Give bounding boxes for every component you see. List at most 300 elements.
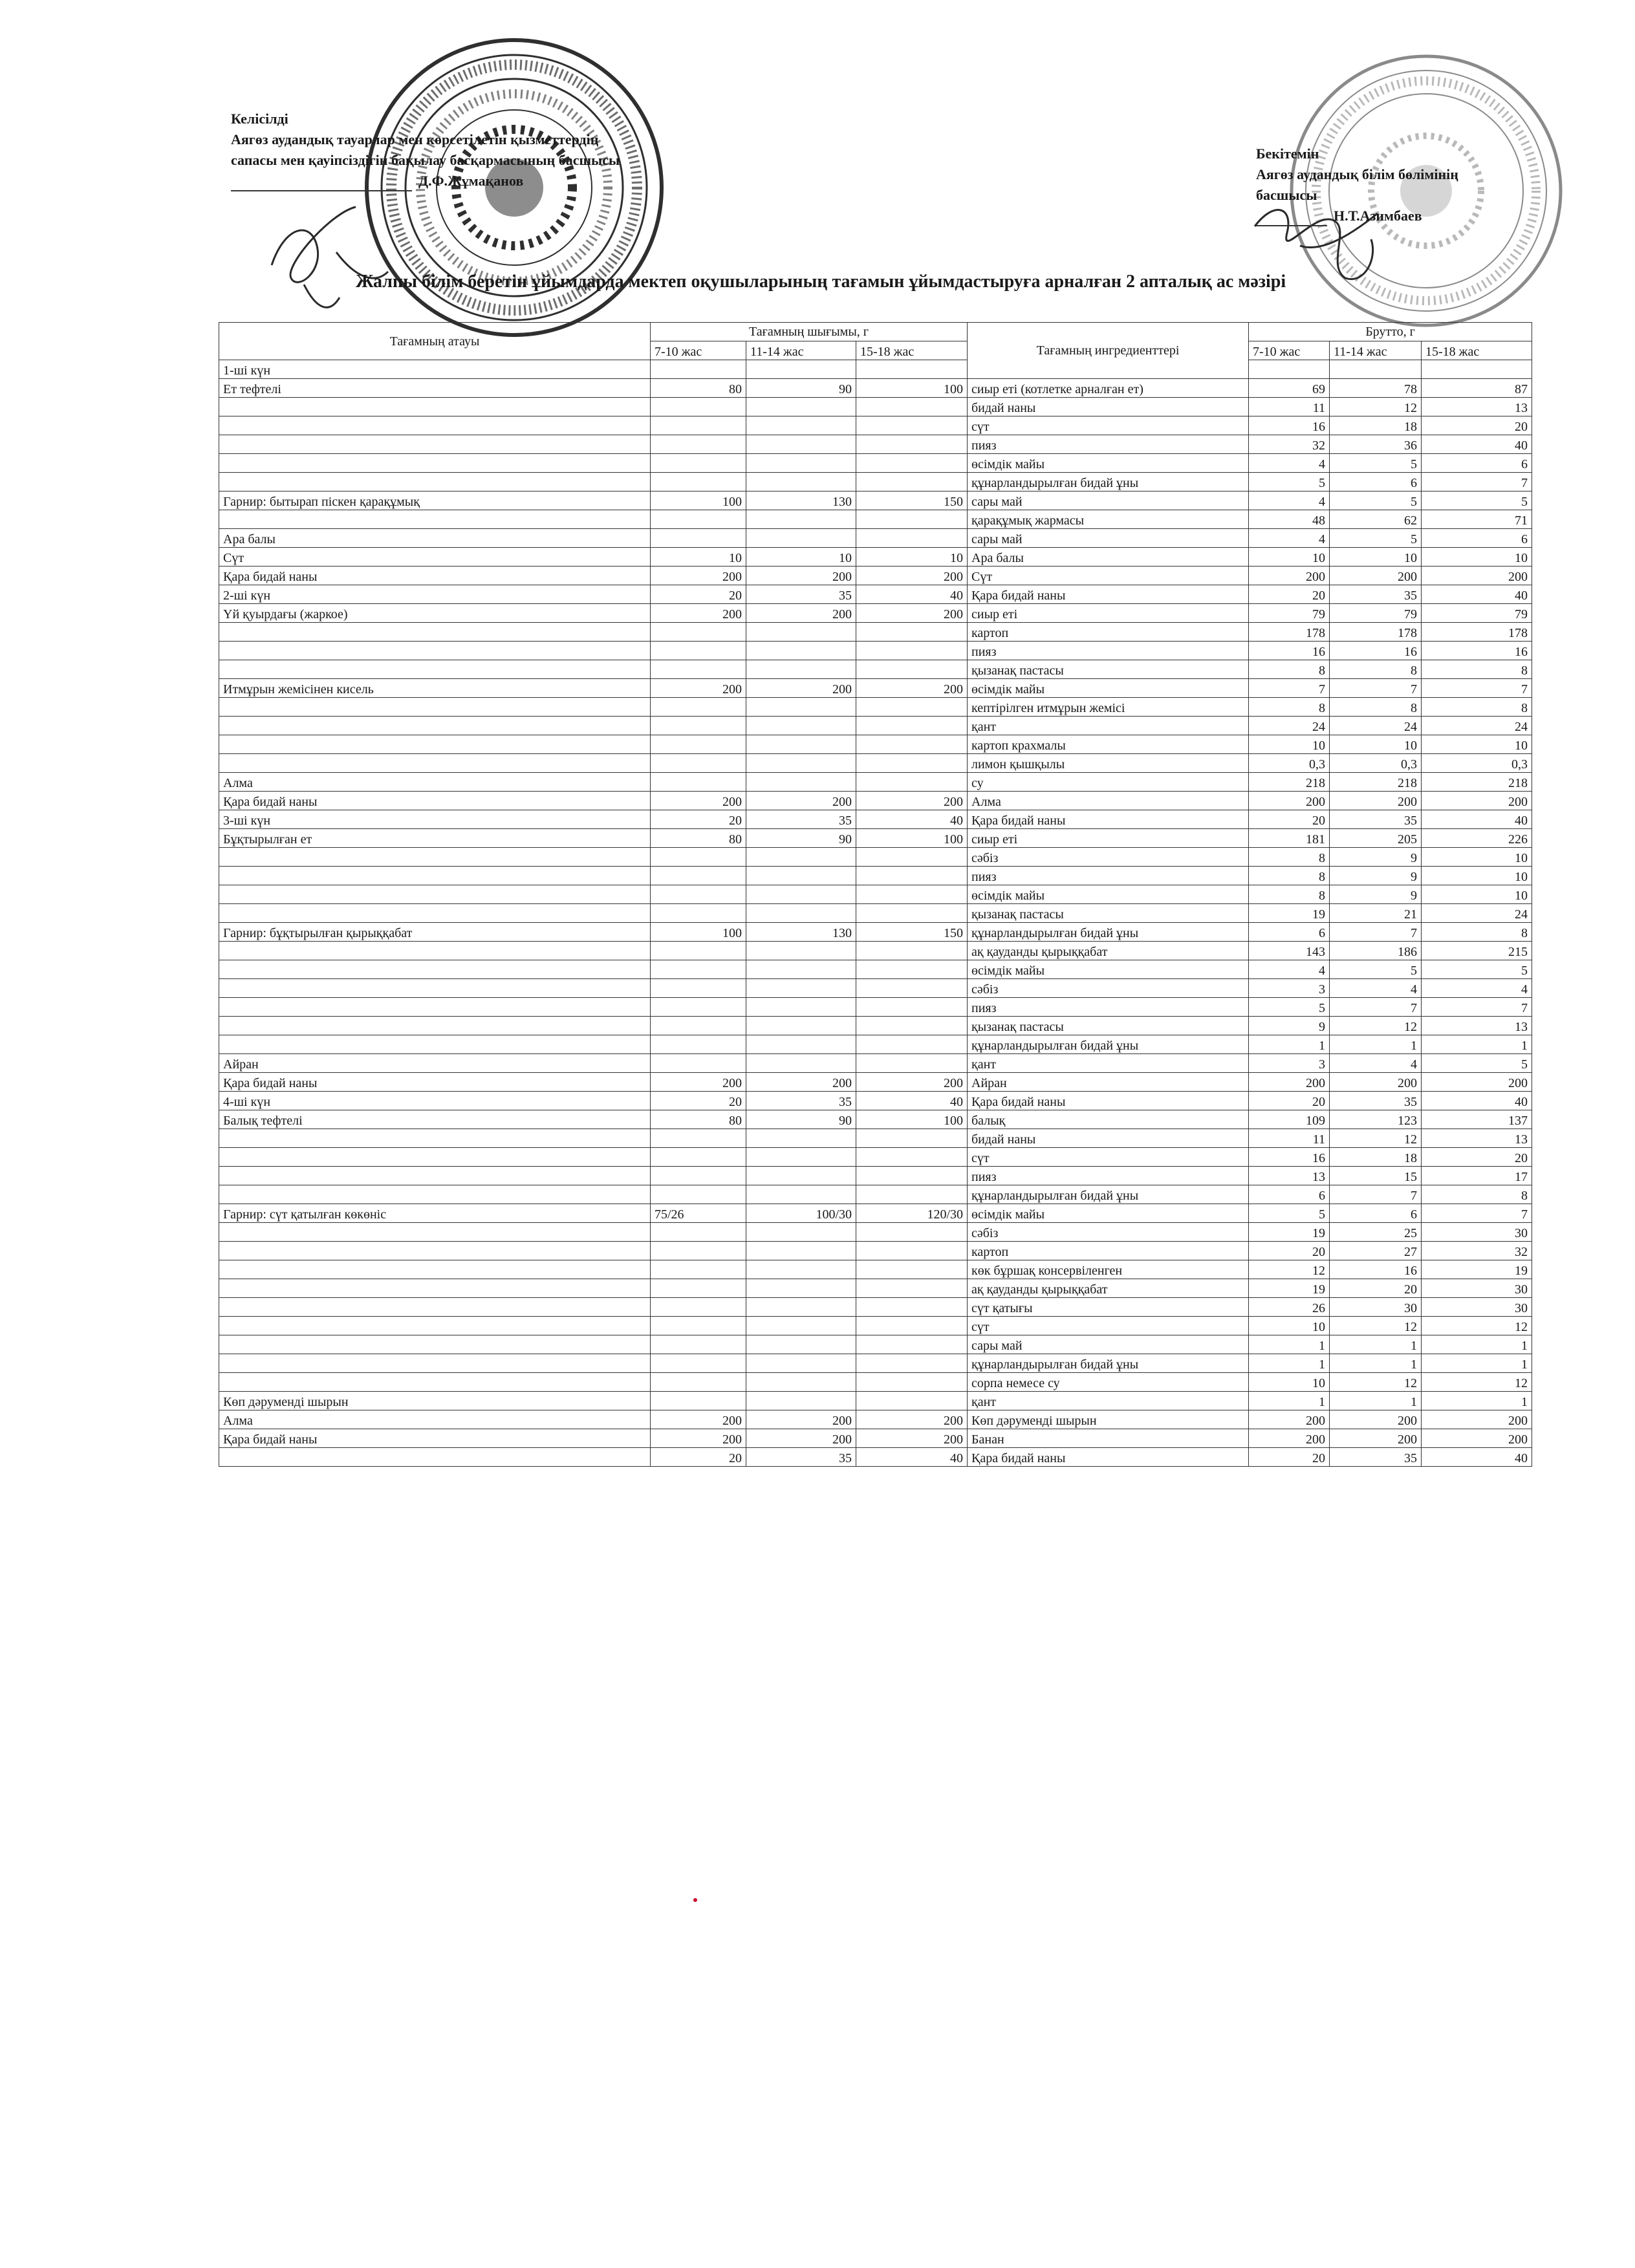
ingredient-cell: пияз	[968, 435, 1249, 454]
brutto-7-10-cell: 200	[1249, 1410, 1330, 1429]
dish-name-cell: Ара балы	[219, 529, 651, 548]
table-row	[219, 1260, 1532, 1279]
brutto-7-10-cell: 8	[1249, 698, 1330, 717]
ingredient-cell: пияз	[968, 998, 1249, 1017]
dish-name-cell	[219, 1260, 651, 1279]
brutto-7-10-cell: 16	[1249, 642, 1330, 660]
output-7-10-cell	[651, 1373, 746, 1392]
ingredient-cell: су	[968, 773, 1249, 792]
ingredient-cell: бидай наны	[968, 398, 1249, 416]
brutto-11-14-cell: 27	[1330, 1242, 1422, 1260]
output-11-14-cell	[746, 1148, 856, 1167]
output-11-14-cell	[746, 1392, 856, 1410]
dish-name-cell	[219, 1279, 651, 1298]
output-7-10-cell	[651, 510, 746, 529]
output-11-14-cell	[746, 848, 856, 867]
brutto-7-10-cell: 19	[1249, 904, 1330, 923]
table-row	[219, 473, 1532, 491]
approval-header-right	[1256, 144, 1528, 226]
table-row	[219, 567, 1532, 585]
table-row	[219, 679, 1532, 698]
output-11-14-cell: 100/30	[746, 1204, 856, 1223]
output-7-10-cell	[651, 623, 746, 642]
output-15-18-cell: 200	[856, 1429, 968, 1448]
output-11-14-cell	[746, 416, 856, 435]
header-ingredients: Тағамның ингредиенттері	[968, 323, 1249, 379]
output-15-18-cell	[856, 660, 968, 679]
table-row	[219, 998, 1532, 1017]
dish-name-cell	[219, 454, 651, 473]
header-brutto-age-7-10: 7-10 жас	[1249, 341, 1330, 360]
output-7-10-cell	[651, 1335, 746, 1354]
brutto-7-10-cell: 19	[1249, 1223, 1330, 1242]
ingredient-cell: сәбіз	[968, 979, 1249, 998]
brutto-7-10-cell: 16	[1249, 1148, 1330, 1167]
brutto-15-18-cell: 137	[1422, 1110, 1532, 1129]
ingredient-cell: өсімдік майы	[968, 1204, 1249, 1223]
ingredient-cell: Ара балы	[968, 548, 1249, 567]
output-15-18-cell	[856, 529, 968, 548]
output-7-10-cell	[651, 942, 746, 960]
output-7-10-cell: 80	[651, 1110, 746, 1129]
brutto-11-14-cell: 178	[1330, 623, 1422, 642]
output-15-18-cell	[856, 1392, 968, 1410]
approval-header-left	[231, 109, 697, 191]
output-15-18-cell	[856, 698, 968, 717]
ingredient-cell: Қара бидай наны	[968, 585, 1249, 604]
brutto-11-14-cell: 4	[1330, 979, 1422, 998]
output-7-10-cell	[651, 1054, 746, 1073]
ingredient-cell: пияз	[968, 867, 1249, 885]
table-row	[219, 754, 1532, 773]
brutto-7-10-cell: 3	[1249, 979, 1330, 998]
output-15-18-cell: 200	[856, 679, 968, 698]
output-11-14-cell	[746, 1279, 856, 1298]
table-row	[219, 1298, 1532, 1317]
dish-name-cell	[219, 1167, 651, 1185]
output-7-10-cell	[651, 1354, 746, 1373]
brutto-15-18-cell: 7	[1422, 679, 1532, 698]
brutto-7-10-cell: 109	[1249, 1110, 1330, 1129]
ingredient-cell: көк бұршақ консервіленген	[968, 1260, 1249, 1279]
table-row	[219, 435, 1532, 454]
dish-name-cell: Сүт	[219, 548, 651, 567]
output-15-18-cell: 100	[856, 829, 968, 848]
output-15-18-cell	[856, 1167, 968, 1185]
output-7-10-cell: 80	[651, 379, 746, 398]
output-15-18-cell: 100	[856, 379, 968, 398]
brutto-7-10-cell: 200	[1249, 792, 1330, 810]
output-11-14-cell	[746, 1054, 856, 1073]
output-15-18-cell	[856, 1148, 968, 1167]
dish-name-cell: Итмұрын жемісінен кисель	[219, 679, 651, 698]
brutto-15-18-cell: 17	[1422, 1167, 1532, 1185]
output-15-18-cell	[856, 1129, 968, 1148]
dish-name-cell	[219, 416, 651, 435]
table-row	[219, 1092, 1532, 1110]
dish-name-cell	[219, 1185, 651, 1204]
brutto-7-10-cell: 3	[1249, 1054, 1330, 1073]
output-11-14-cell	[746, 773, 856, 792]
dish-name-cell: 2-ші күн	[219, 585, 651, 604]
ingredient-cell: сиыр еті (котлетке арналған ет)	[968, 379, 1249, 398]
header-right-name: Н.Т.Азимбаев	[1334, 208, 1422, 224]
brutto-11-14-cell: 7	[1330, 679, 1422, 698]
ingredient-cell: өсімдік майы	[968, 960, 1249, 979]
ingredient-cell: сәбіз	[968, 1223, 1249, 1242]
ingredient-cell: Қара бидай наны	[968, 810, 1249, 829]
brutto-15-18-cell: 10	[1422, 867, 1532, 885]
brutto-7-10-cell: 10	[1249, 1373, 1330, 1392]
brutto-7-10-cell: 7	[1249, 679, 1330, 698]
output-7-10-cell	[651, 473, 746, 491]
brutto-11-14-cell: 7	[1330, 1185, 1422, 1204]
output-15-18-cell	[856, 1279, 968, 1298]
dish-name-cell	[219, 473, 651, 491]
output-15-18-cell	[856, 416, 968, 435]
dish-name-cell	[219, 1017, 651, 1035]
output-15-18-cell	[856, 1373, 968, 1392]
header-dish-name: Тағамның атауы	[219, 323, 651, 360]
ingredient-cell: сәбіз	[968, 848, 1249, 867]
output-7-10-cell: 200	[651, 792, 746, 810]
table-row	[219, 867, 1532, 885]
brutto-15-18-cell: 24	[1422, 904, 1532, 923]
table-row	[219, 585, 1532, 604]
brutto-11-14-cell: 18	[1330, 1148, 1422, 1167]
output-7-10-cell	[651, 960, 746, 979]
header-age-11-14: 11-14 жас	[746, 341, 856, 360]
menu-table	[219, 322, 1532, 1467]
ingredient-cell: картоп	[968, 1242, 1249, 1260]
dish-name-cell: Балық тефтелі	[219, 1110, 651, 1129]
table-row	[219, 735, 1532, 754]
table-row	[219, 942, 1532, 960]
output-7-10-cell: 20	[651, 585, 746, 604]
dish-name-cell	[219, 1129, 651, 1148]
brutto-7-10-cell: 11	[1249, 398, 1330, 416]
brutto-7-10-cell: 20	[1249, 585, 1330, 604]
output-7-10-cell	[651, 398, 746, 416]
brutto-11-14-cell: 30	[1330, 1298, 1422, 1317]
brutto-11-14-cell: 9	[1330, 867, 1422, 885]
brutto-15-18-cell: 12	[1422, 1317, 1532, 1335]
output-15-18-cell	[856, 1317, 968, 1335]
output-11-14-cell: 200	[746, 1410, 856, 1429]
ingredient-cell: сорпа немесе су	[968, 1373, 1249, 1392]
output-11-14-cell	[746, 454, 856, 473]
brutto-7-10-cell: 48	[1249, 510, 1330, 529]
ingredient-cell: картоп	[968, 623, 1249, 642]
brutto-15-18-cell: 7	[1422, 998, 1532, 1017]
dish-name-cell	[219, 848, 651, 867]
output-15-18-cell: 200	[856, 604, 968, 623]
output-15-18-cell: 200	[856, 567, 968, 585]
brutto-11-14-cell: 10	[1330, 548, 1422, 567]
header-right-line1: Бекітемін	[1256, 146, 1319, 162]
brutto-15-18-cell: 218	[1422, 773, 1532, 792]
brutto-15-18-cell: 79	[1422, 604, 1532, 623]
brutto-15-18-cell: 30	[1422, 1279, 1532, 1298]
output-7-10-cell: 80	[651, 829, 746, 848]
brutto-15-18-cell: 40	[1422, 585, 1532, 604]
output-11-14-cell	[746, 885, 856, 904]
output-11-14-cell	[746, 942, 856, 960]
output-15-18-cell	[856, 398, 968, 416]
output-7-10-cell	[651, 660, 746, 679]
brutto-11-14-cell: 200	[1330, 1429, 1422, 1448]
brutto-15-18-cell: 226	[1422, 829, 1532, 848]
dish-name-cell: Қара бидай наны	[219, 1429, 651, 1448]
dish-name-cell	[219, 1448, 651, 1467]
output-7-10-cell: 100	[651, 923, 746, 942]
brutto-11-14-cell: 8	[1330, 660, 1422, 679]
table-row	[219, 960, 1532, 979]
brutto-15-18-cell: 24	[1422, 717, 1532, 735]
brutto-11-14-cell: 123	[1330, 1110, 1422, 1129]
output-15-18-cell	[856, 1298, 968, 1317]
ink-dot	[693, 1898, 697, 1902]
output-7-10-cell	[651, 529, 746, 548]
ingredient-cell: Сүт	[968, 567, 1249, 585]
header-right-line3: басшысы	[1256, 187, 1317, 203]
output-7-10-cell	[651, 1185, 746, 1204]
ingredient-cell: Айран	[968, 1073, 1249, 1092]
output-11-14-cell	[746, 998, 856, 1017]
output-15-18-cell	[856, 773, 968, 792]
output-11-14-cell	[746, 1185, 856, 1204]
ingredient-cell: сиыр еті	[968, 604, 1249, 623]
brutto-7-10-cell: 200	[1249, 567, 1330, 585]
table-row	[219, 1392, 1532, 1410]
brutto-7-10-cell: 143	[1249, 942, 1330, 960]
output-11-14-cell: 35	[746, 585, 856, 604]
ingredient-cell: сүт	[968, 1317, 1249, 1335]
output-11-14-cell: 90	[746, 1110, 856, 1129]
document-title: Жалпы білім беретін ұйымдарда мектеп оқушыларының тағамын ұйымдастыруға арналған 2 апталық ас мәзірі	[356, 272, 1286, 292]
dish-name-cell: Қара бидай наны	[219, 792, 651, 810]
ingredient-cell: өсімдік майы	[968, 885, 1249, 904]
brutto-7-10-cell: 79	[1249, 604, 1330, 623]
output-11-14-cell: 200	[746, 1073, 856, 1092]
output-15-18-cell	[856, 1260, 968, 1279]
brutto-7-10-cell: 4	[1249, 491, 1330, 510]
ingredient-cell: кептірілген итмұрын жемісі	[968, 698, 1249, 717]
ingredient-cell: пияз	[968, 1167, 1249, 1185]
ingredient-cell: құнарландырылған бидай ұны	[968, 473, 1249, 491]
ingredient-cell: құнарландырылған бидай ұны	[968, 1035, 1249, 1054]
output-7-10-cell	[651, 979, 746, 998]
table-row	[219, 1073, 1532, 1092]
dish-name-cell: 4-ші күн	[219, 1092, 651, 1110]
output-15-18-cell: 40	[856, 810, 968, 829]
brutto-7-10-cell: 218	[1249, 773, 1330, 792]
table-row	[219, 491, 1532, 510]
output-15-18-cell	[856, 1035, 968, 1054]
brutto-11-14-cell: 12	[1330, 1373, 1422, 1392]
output-11-14-cell	[746, 473, 856, 491]
brutto-15-18-cell: 12	[1422, 1373, 1532, 1392]
header-left-line1: Келісілді	[231, 111, 288, 127]
brutto-15-18-cell: 40	[1422, 810, 1532, 829]
output-15-18-cell	[856, 848, 968, 867]
output-11-14-cell	[746, 698, 856, 717]
brutto-11-14-cell: 24	[1330, 717, 1422, 735]
output-7-10-cell: 20	[651, 1448, 746, 1467]
brutto-15-18-cell: 200	[1422, 1073, 1532, 1092]
output-11-14-cell: 200	[746, 567, 856, 585]
table-row	[219, 1410, 1532, 1429]
dish-name-cell: Қара бидай наны	[219, 1073, 651, 1092]
brutto-15-18-cell: 8	[1422, 923, 1532, 942]
brutto-11-14-cell: 78	[1330, 379, 1422, 398]
brutto-7-10-cell: 6	[1249, 1185, 1330, 1204]
output-11-14-cell	[746, 1354, 856, 1373]
table-row	[219, 510, 1532, 529]
ingredient-cell: сүт қатығы	[968, 1298, 1249, 1317]
brutto-7-10-cell: 8	[1249, 867, 1330, 885]
table-row	[219, 1035, 1532, 1054]
dish-name-cell	[219, 942, 651, 960]
output-15-18-cell	[856, 1017, 968, 1035]
brutto-7-10-cell: 5	[1249, 473, 1330, 491]
brutto-11-14-cell: 5	[1330, 529, 1422, 548]
dish-name-cell: Қара бидай наны	[219, 567, 651, 585]
brutto-7-10-cell: 20	[1249, 1448, 1330, 1467]
ingredient-cell: ақ қауданды қырыққабат	[968, 942, 1249, 960]
brutto-7-10-cell: 69	[1249, 379, 1330, 398]
output-11-14-cell	[746, 435, 856, 454]
table-row	[219, 1448, 1532, 1467]
brutto-7-10-cell: 20	[1249, 1092, 1330, 1110]
brutto-11-14-cell: 8	[1330, 698, 1422, 717]
dish-name-cell	[219, 1335, 651, 1354]
dish-name-cell	[219, 1317, 651, 1335]
output-11-14-cell: 35	[746, 810, 856, 829]
output-15-18-cell: 120/30	[856, 1204, 968, 1223]
dish-name-cell	[219, 510, 651, 529]
table-row	[219, 792, 1532, 810]
dish-name-cell	[219, 623, 651, 642]
header-left-line3: сапасы мен қауіпсіздігін бақылау басқармасының басшысы	[231, 152, 620, 168]
header-brutto: Брутто, г	[1249, 323, 1532, 341]
table-row	[219, 1317, 1532, 1335]
ingredient-cell: қызанақ пастасы	[968, 660, 1249, 679]
output-11-14-cell	[746, 398, 856, 416]
header-right-line2: Аягөз аудандық білім бөлімінің	[1256, 166, 1458, 182]
table-row	[219, 604, 1532, 623]
ingredient-cell: картоп крахмалы	[968, 735, 1249, 754]
brutto-11-14-cell: 12	[1330, 1317, 1422, 1335]
table-row	[219, 979, 1532, 998]
brutto-11-14-cell: 4	[1330, 1054, 1422, 1073]
output-7-10-cell: 20	[651, 810, 746, 829]
brutto-11-14-cell: 186	[1330, 942, 1422, 960]
brutto-11-14-cell: 10	[1330, 735, 1422, 754]
dish-name-cell	[219, 1035, 651, 1054]
brutto-15-18-cell: 16	[1422, 642, 1532, 660]
brutto-15-18-cell: 200	[1422, 792, 1532, 810]
brutto-15-18-cell: 0,3	[1422, 754, 1532, 773]
output-11-14-cell	[746, 1373, 856, 1392]
output-7-10-cell	[651, 435, 746, 454]
brutto-15-18-cell: 13	[1422, 1129, 1532, 1148]
brutto-15-18-cell: 7	[1422, 473, 1532, 491]
output-7-10-cell: 100	[651, 491, 746, 510]
output-15-18-cell: 40	[856, 585, 968, 604]
brutto-11-14-cell: 9	[1330, 885, 1422, 904]
ingredient-cell: сиыр еті	[968, 829, 1249, 848]
output-11-14-cell: 90	[746, 829, 856, 848]
output-15-18-cell	[856, 942, 968, 960]
brutto-7-10-cell: 1	[1249, 1354, 1330, 1373]
output-7-10-cell	[651, 848, 746, 867]
output-7-10-cell	[651, 1242, 746, 1260]
dish-name-cell	[219, 735, 651, 754]
brutto-7-10-cell: 8	[1249, 885, 1330, 904]
brutto-11-14-cell: 12	[1330, 398, 1422, 416]
brutto-11-14-cell: 16	[1330, 1260, 1422, 1279]
dish-name-cell: Үй қуырдағы (жаркое)	[219, 604, 651, 623]
header-brutto-age-11-14: 11-14 жас	[1330, 341, 1422, 360]
signature-left-icon	[259, 188, 407, 317]
output-7-10-cell: 200	[651, 604, 746, 623]
ingredient-cell: Көп дәруменді шырын	[968, 1410, 1249, 1429]
brutto-7-10-cell: 24	[1249, 717, 1330, 735]
output-11-14-cell	[746, 1242, 856, 1260]
ingredient-cell: пияз	[968, 642, 1249, 660]
brutto-11-14-cell: 200	[1330, 1410, 1422, 1429]
output-11-14-cell	[746, 960, 856, 979]
dish-name-cell: 3-ші күн	[219, 810, 651, 829]
brutto-15-18-cell: 200	[1422, 1410, 1532, 1429]
brutto-11-14-cell: 25	[1330, 1223, 1422, 1242]
brutto-11-14-cell: 18	[1330, 416, 1422, 435]
dish-name-cell	[219, 960, 651, 979]
brutto-15-18-cell: 1	[1422, 1035, 1532, 1054]
dish-name-cell	[219, 435, 651, 454]
output-15-18-cell	[856, 998, 968, 1017]
output-15-18-cell	[856, 1054, 968, 1073]
ingredient-cell: Қара бидай наны	[968, 1448, 1249, 1467]
brutto-7-10-cell: 1	[1249, 1392, 1330, 1410]
dish-name-cell	[219, 698, 651, 717]
dish-name-cell	[219, 979, 651, 998]
brutto-15-18-cell: 20	[1422, 416, 1532, 435]
output-7-10-cell	[651, 754, 746, 773]
brutto-15-18-cell: 7	[1422, 1204, 1532, 1223]
brutto-7-10-cell: 6	[1249, 923, 1330, 942]
brutto-11-14-cell: 15	[1330, 1167, 1422, 1185]
output-15-18-cell	[856, 1242, 968, 1260]
output-15-18-cell	[856, 473, 968, 491]
output-7-10-cell	[651, 867, 746, 885]
brutto-15-18-cell: 20	[1422, 1148, 1532, 1167]
brutto-7-10-cell: 181	[1249, 829, 1330, 848]
output-11-14-cell: 10	[746, 548, 856, 567]
output-15-18-cell	[856, 623, 968, 642]
dish-name-cell: Бұқтырылған ет	[219, 829, 651, 848]
output-7-10-cell	[651, 1279, 746, 1298]
dish-name-cell: Гарнир: сүт қатылған көкөніс	[219, 1204, 651, 1223]
brutto-11-14-cell: 12	[1330, 1017, 1422, 1035]
brutto-7-10-cell: 9	[1249, 1017, 1330, 1035]
dish-name-cell	[219, 1298, 651, 1317]
brutto-15-18-cell: 200	[1422, 1429, 1532, 1448]
ingredient-cell: балық	[968, 1110, 1249, 1129]
brutto-15-18-cell: 200	[1422, 567, 1532, 585]
output-11-14-cell	[746, 660, 856, 679]
